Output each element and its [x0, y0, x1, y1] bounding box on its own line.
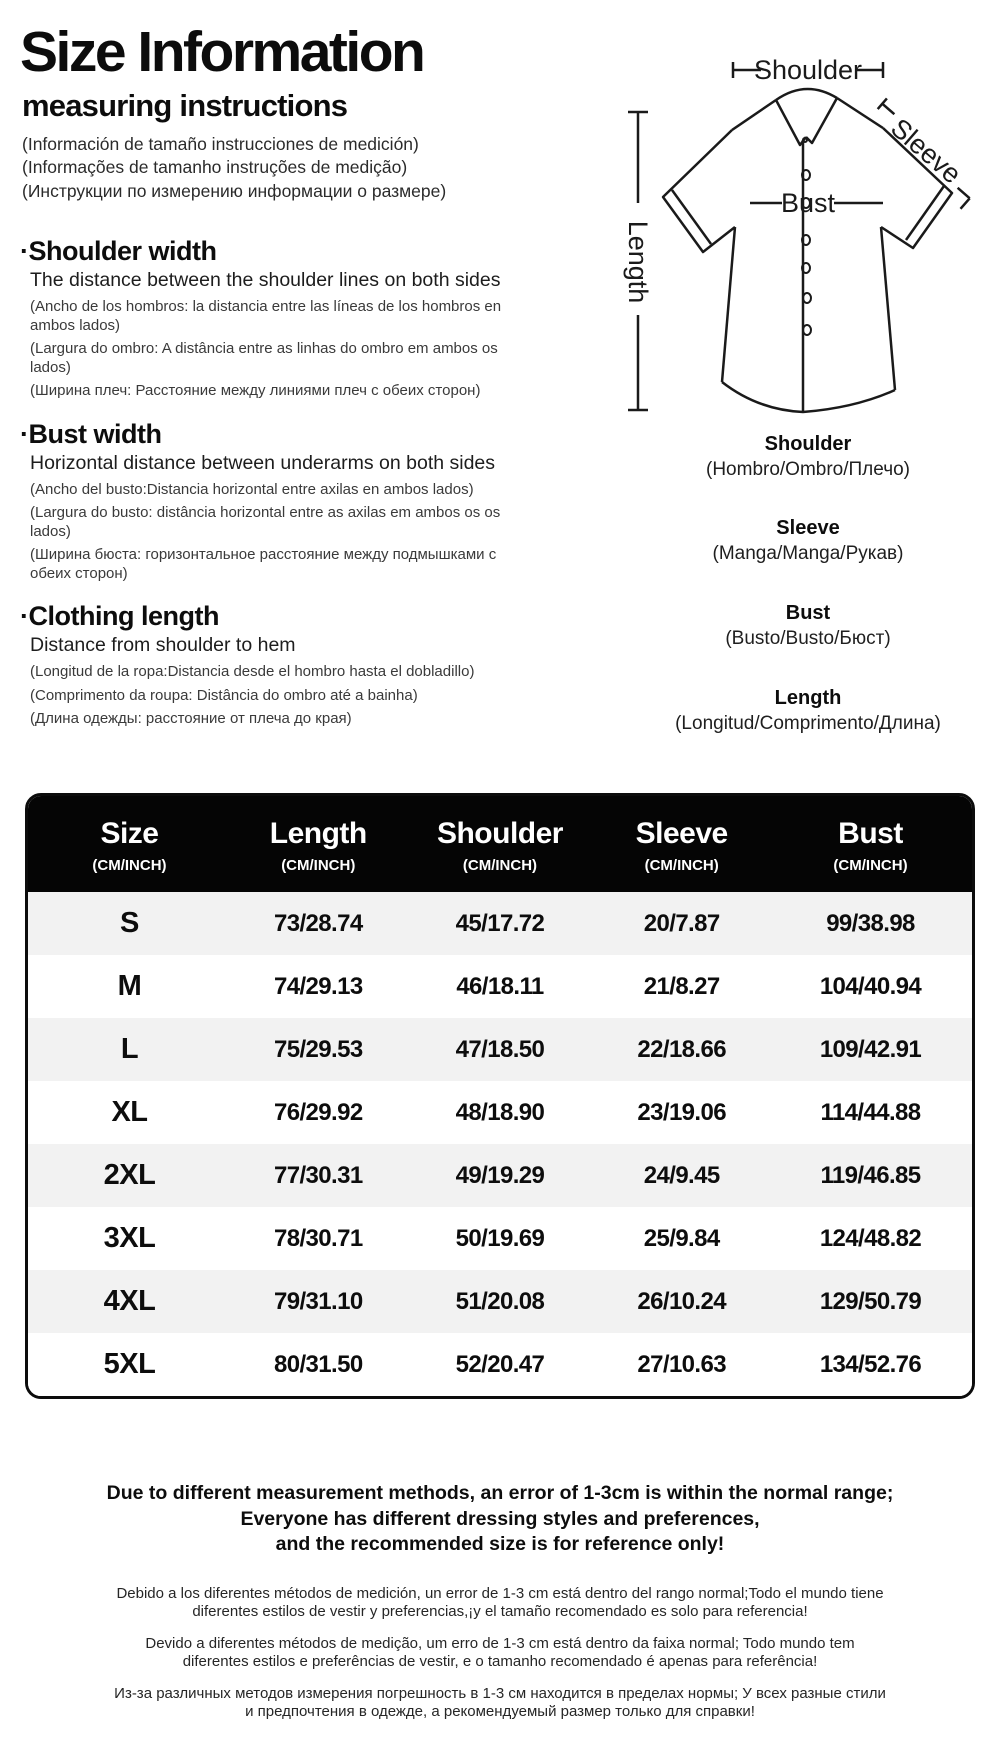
- section-description: Distance from shoulder to hem: [30, 634, 296, 656]
- legend-bust: [616, 602, 1000, 650]
- section-note-ru: (Ширина плеч: Расстояние между линиями плеч с обеих сторон): [30, 382, 481, 399]
- subtitle-translations: [22, 133, 555, 204]
- legend-term: Bust: [785, 602, 831, 624]
- legend-translation: (Longitud/Comprimento/Длина): [675, 713, 941, 734]
- disclaimer-line: and the recommended size is for reference only!: [275, 1533, 725, 1555]
- shoulder-diagram-label: Shoulder: [753, 55, 863, 85]
- legend-length: [616, 687, 1000, 735]
- legend-term: Sleeve: [776, 517, 840, 539]
- page-subtitle: measuring instructions: [22, 87, 348, 123]
- column-header-shoulder: Shoulder (CM/INCH): [406, 796, 595, 892]
- disclaimer-line: Due to different measurement methods, an error of 1-3cm is within the normal range;: [106, 1482, 894, 1504]
- legend-term: Shoulder: [764, 433, 852, 455]
- length-diagram-label: Length: [623, 220, 653, 304]
- column-header-size: Size (CM/INCH): [28, 796, 231, 892]
- legend-term: Length: [774, 687, 842, 709]
- column-header-length: Length (CM/INCH): [231, 796, 406, 892]
- legend-translation: (Manga/Manga/Рукав): [712, 543, 904, 564]
- intro-block: [20, 22, 555, 203]
- section-title: ·Bust width: [20, 418, 162, 449]
- disclaimer-es: Debido a los diferentes métodos de medición, un error de 1-3 cm está dentro del rango normal;Todo el mundo tiene diferentes estilos de vestir y preferencias,¡y el tamaño recomendado es solo para referencia!: [116, 1584, 884, 1620]
- table-row: 5XL 80/31.50 52/20.47 27/10.63 134/52.76: [28, 1333, 972, 1396]
- section-shoulder-width: [20, 234, 538, 401]
- section-note-ru: (Длина одежды: расстояние от плеча до края): [30, 710, 352, 727]
- disclaimer-bold: [0, 1481, 1000, 1558]
- size-table-container: [25, 793, 975, 1399]
- table-row: S 73/28.74 45/17.72 20/7.87 99/38.98: [28, 892, 972, 955]
- disclaimer-line: Everyone has different dressing styles and preferences,: [240, 1507, 760, 1530]
- table-row: M 74/29.13 46/18.11 21/8.27 104/40.94: [28, 955, 972, 1018]
- table-row: XL 76/29.92 48/18.90 23/19.06 114/44.88: [28, 1081, 972, 1144]
- shirt-measurement-diagram: [610, 50, 980, 420]
- table-row: 4XL 79/31.10 51/20.08 26/10.24 129/50.79: [28, 1270, 972, 1333]
- section-note-es: (Ancho de los hombros: la distancia entre las líneas de los hombros en ambos lados): [30, 298, 502, 334]
- section-title: ·Shoulder width: [20, 236, 217, 266]
- section-note-pt: (Comprimento da roupa: Distância do ombro até a bainha): [30, 686, 418, 704]
- section-note-pt: (Largura do busto: distância horizontal entre as axilas em ambos os os lados): [30, 504, 501, 540]
- bust-diagram-label: Bust: [780, 188, 836, 218]
- section-description: The distance between the shoulder lines on both sides: [30, 269, 501, 291]
- size-table-header: [28, 796, 972, 892]
- column-header-sleeve: Sleeve (CM/INCH): [594, 796, 769, 892]
- section-title: ·Clothing length: [20, 601, 219, 631]
- section-bust-width: [20, 417, 538, 584]
- sleeve-diagram-label: Sleeve: [885, 112, 967, 190]
- section-note-es: (Ancho del busto:Distancia horizontal entre axilas en ambos lados): [30, 480, 474, 498]
- section-clothing-length: [20, 599, 538, 729]
- section-note-es: (Longitud de la ropa:Distancia desde el hombro hasta el dobladillo): [30, 663, 475, 680]
- disclaimer-ru: Из-за различных методов измерения погрешность в 1-3 см находится в пределах нормы; У всех разные стили и предпочтения в одежде, а рекомендуемый размер только для справки!: [114, 1684, 886, 1720]
- column-header-bust: Bust (CM/INCH): [769, 796, 972, 892]
- measuring-sections: [20, 234, 538, 729]
- size-table-body: [28, 892, 972, 1396]
- subtitle-translation-pt: (Informações de tamanho instruções de medição): [22, 157, 408, 178]
- disclaimer: [0, 1481, 1000, 1722]
- subtitle-translation-ru: (Инструкции по измерению информации о размере): [22, 180, 447, 201]
- legend-translation: (Busto/Busto/Бюст): [725, 628, 891, 649]
- table-row: 2XL 77/30.31 49/19.29 24/9.45 119/46.85: [28, 1144, 972, 1207]
- legend-sleeve: [616, 517, 1000, 565]
- subtitle-translation-es: (Información de tamaño instrucciones de medición): [22, 133, 419, 154]
- legend-translation: (Hombro/Ombro/Плечо): [706, 459, 910, 480]
- disclaimer-translations: [0, 1585, 1000, 1722]
- section-note-pt: (Largura do ombro: A distância entre as linhas do ombro em ambos os lados): [30, 340, 498, 376]
- page-title: Size Information: [20, 20, 424, 84]
- table-row: L 75/29.53 47/18.50 22/18.66 109/42.91: [28, 1018, 972, 1081]
- size-table: [28, 796, 972, 1396]
- section-note-ru: (Ширина бюста: горизонтальное расстояние между подмышками с обеих сторон): [30, 546, 497, 582]
- legend-shoulder: [616, 433, 1000, 481]
- disclaimer-pt: Devido a diferentes métodos de medição, um erro de 1-3 cm está dentro da faixa normal; Todo mundo tem diferentes estilos e preferências de vestir, e o tamanho recomendado é apenas para referência!: [145, 1634, 855, 1670]
- section-description: Horizontal distance between underarms on both sides: [30, 451, 496, 474]
- table-row: 3XL 78/30.71 50/19.69 25/9.84 124/48.82: [28, 1207, 972, 1270]
